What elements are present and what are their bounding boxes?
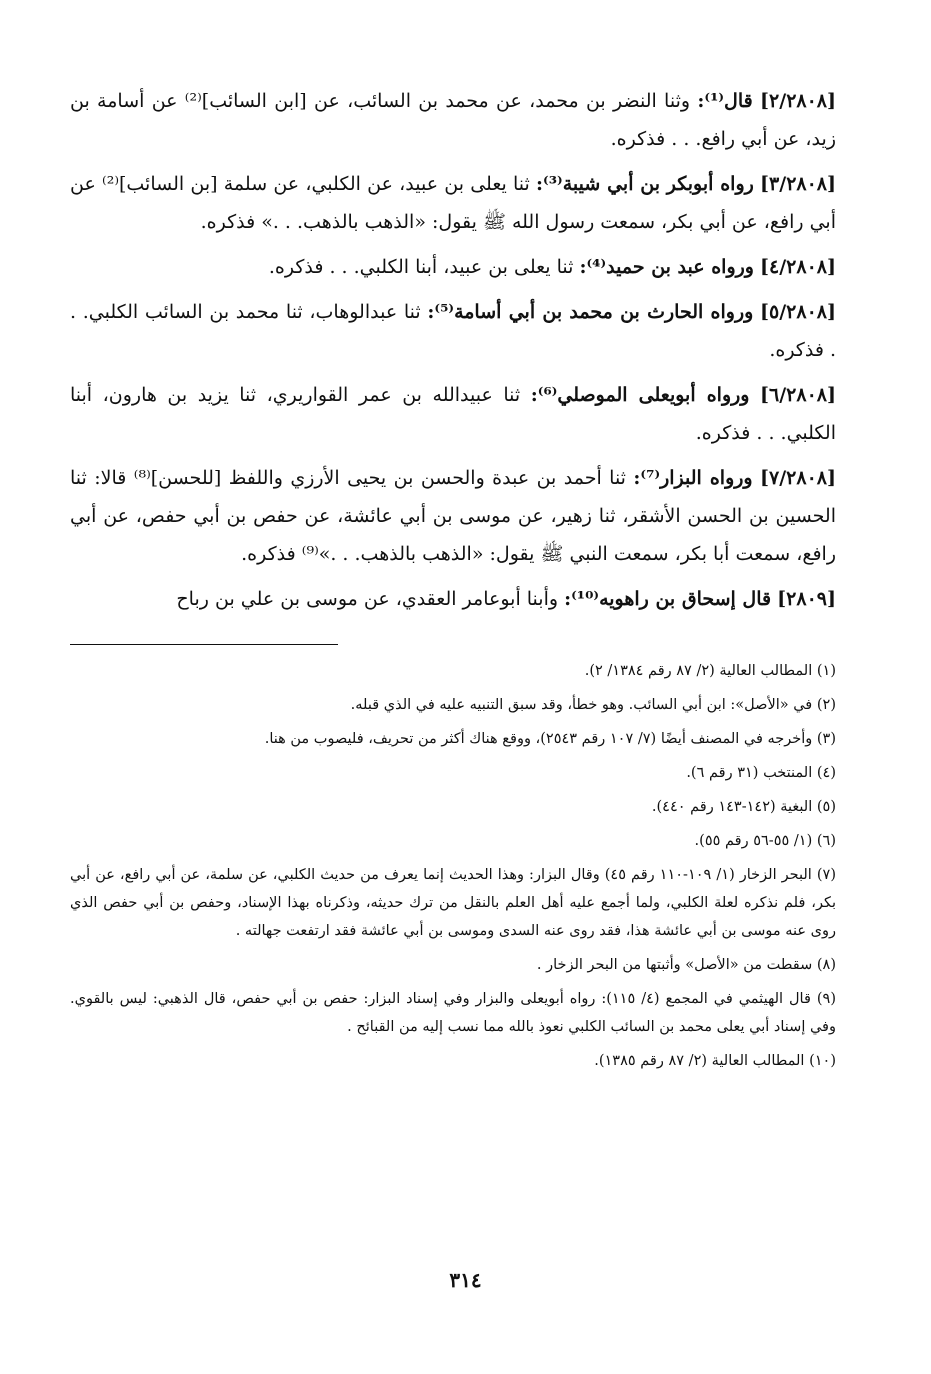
entry-ref: [٢/٢٨٠٨]	[760, 90, 837, 112]
footnote-4	[70, 759, 836, 787]
footnote-8	[70, 951, 836, 979]
entry-head: ورواه الحارث بن محمد بن أبي أسامة⁽⁵⁾:	[427, 301, 754, 323]
footnote-text: المطالب العالية (٢/ ٨٧ رقم ١٣٨٤/ ٢).	[584, 663, 813, 679]
footnote-number: (٤)	[816, 765, 836, 781]
footnote-3	[70, 725, 836, 753]
entry-ref: [٢٨٠٩]	[777, 588, 836, 610]
entry-head: ورواه عبد بن حميد⁽⁴⁾:	[579, 256, 754, 278]
hadith-entry-2808-3	[70, 165, 836, 241]
entry-head: رواه أبوبكر بن أبي شيبة⁽³⁾:	[536, 173, 754, 195]
hadith-entry-2808-7	[70, 459, 836, 573]
footnote-2	[70, 691, 836, 719]
footnote-5	[70, 793, 836, 821]
entry-ref: [٤/٢٨٠٨]	[760, 256, 836, 278]
entry-head: ورواه أبويعلى الموصلي⁽⁶⁾:	[530, 384, 750, 406]
entry-text: وأبنا أبوعامر العقدي، عن موسى بن علي بن رباح	[176, 588, 559, 610]
page-body	[70, 82, 836, 1081]
entry-head: قال⁽¹⁾:	[697, 90, 753, 112]
footnote-text: وأخرجه في المصنف أيضًا (٧/ ١٠٧ رقم ٢٥٤٣)، ووقع هناك أكثر من تحريف، فليصوب من هنا.	[264, 731, 813, 747]
entry-text: ثنا عبدالوهاب، ثنا محمد بن السائب الكلبي. . . فذكره.	[70, 301, 836, 361]
footnote-number: (٢)	[816, 697, 836, 713]
footnote-number: (٧)	[816, 867, 837, 883]
entry-text: ثنا أحمد بن عبدة والحسن بن يحيى الأرزي واللفظ [للحسن]⁽⁸⁾ قالا: ثنا الحسين بن الحسن الأشقر، ثنا زهير، عن موسى بن أبي عائشة، عن حفص بن أبي حفص، عن أبي رافع، سمعت أبا بكر، سمعت النبي ﷺ يقول: «الذهب بالذهب. . .»⁽⁹⁾ فذكره.	[70, 467, 836, 565]
footnote-divider	[70, 644, 338, 645]
entry-ref: [٦/٢٨٠٨]	[760, 384, 836, 406]
entry-text: وثنا النضر بن محمد، عن محمد بن السائب، عن [ابن السائب]⁽²⁾ عن أسامة بن زيد، عن أبي رافع. . . فذكره.	[70, 90, 836, 150]
footnotes	[70, 657, 836, 1075]
footnote-text: قال الهيثمي في المجمع (٤/ ١١٥): رواه أبويعلى والبزار وفي إسناد البزار: حفص بن أبي حفص، قال الذهبي: ليس بالقوي. وفي إسناد أبي يعلى محمد بن السائب الكلبي نعوذ بالله مما نسب إليه من القبائح .	[70, 991, 836, 1035]
hadith-entry-2809	[70, 580, 836, 618]
footnote-9	[70, 985, 836, 1041]
footnote-10	[70, 1047, 836, 1075]
footnote-text: المنتخب (٣١ رقم ٦).	[686, 765, 813, 781]
entry-ref: [٧/٢٨٠٨]	[760, 467, 836, 489]
hadith-entry-2808-5	[70, 293, 836, 369]
footnote-text: البحر الزخار (١/ ١٠٩-١١٠ رقم ٤٥) وقال البزار: وهذا الحديث إنما يعرف من حديث الكلبي، عن سلمة، عن أبي رافع، عن أبي بكر، فلم نذكره لعلة الكلبي، ولما أجمع عليه أهل العلم بالنقل من ترك حديثه، وذكرناه بهذا الإسناد، وحفص بن أبي حفص الذي روى عنه موسى بن أبي عائشة هذا، فقد روى عنه السدى وموسى بن أبي عائشة فقد ارتفعت جهالته .	[70, 867, 836, 939]
footnote-number: (٣)	[816, 731, 836, 747]
footnote-text: البغية (١٤٢-١٤٣ رقم ٤٤٠).	[651, 799, 813, 815]
entry-text: ثنا يعلى بن عبيد، أبنا الكلبي. . . فذكره.	[268, 256, 574, 278]
footnote-number: (١)	[816, 663, 836, 679]
entry-text: ثنا يعلى بن عبيد، عن الكلبي، عن سلمة [بن السائب]⁽²⁾ عن أبي رافع، عن أبي بكر، سمعت رسول الله ﷺ يقول: «الذهب بالذهب. . .» فذكره.	[70, 173, 836, 233]
footnote-6	[70, 827, 836, 855]
footnote-1	[70, 657, 836, 685]
footnote-number: (٨)	[816, 957, 836, 973]
page-number: ٣١٤	[449, 1268, 482, 1292]
entry-head: قال إسحاق بن راهويه⁽¹⁰⁾:	[564, 588, 772, 610]
footnote-text: في «الأصل»: ابن أبي السائب. وهو خطأ، وقد سبق التنبيه عليه في الذي قبله.	[350, 697, 813, 713]
footnote-text: سقطت من «الأصل» وأثبتها من البحر الزخار .	[536, 957, 813, 973]
entry-ref: [٥/٢٨٠٨]	[760, 301, 836, 323]
footnote-7	[70, 861, 836, 945]
footnote-text: (١/ ٥٥-٥٦ رقم ٥٥).	[694, 833, 813, 849]
entry-head: ورواه البزار⁽⁷⁾:	[633, 467, 753, 489]
entry-ref: [٣/٢٨٠٨]	[760, 173, 837, 195]
hadith-entry-2808-6	[70, 376, 836, 452]
footnote-number: (٦)	[816, 833, 836, 849]
hadith-entry-2808-4	[70, 248, 836, 286]
footnote-text: المطالب العالية (٢/ ٨٧ رقم ١٣٨٥).	[594, 1053, 805, 1069]
footnote-number: (٥)	[816, 799, 836, 815]
hadith-entry-2808-2	[70, 82, 836, 158]
entry-text: ثنا عبيدالله بن عمر القواريري، ثنا يزيد بن هارون، أبنا الكلبي. . . فذكره.	[70, 384, 836, 444]
footnote-number: (٩)	[816, 991, 836, 1007]
footnote-number: (١٠)	[809, 1053, 836, 1069]
